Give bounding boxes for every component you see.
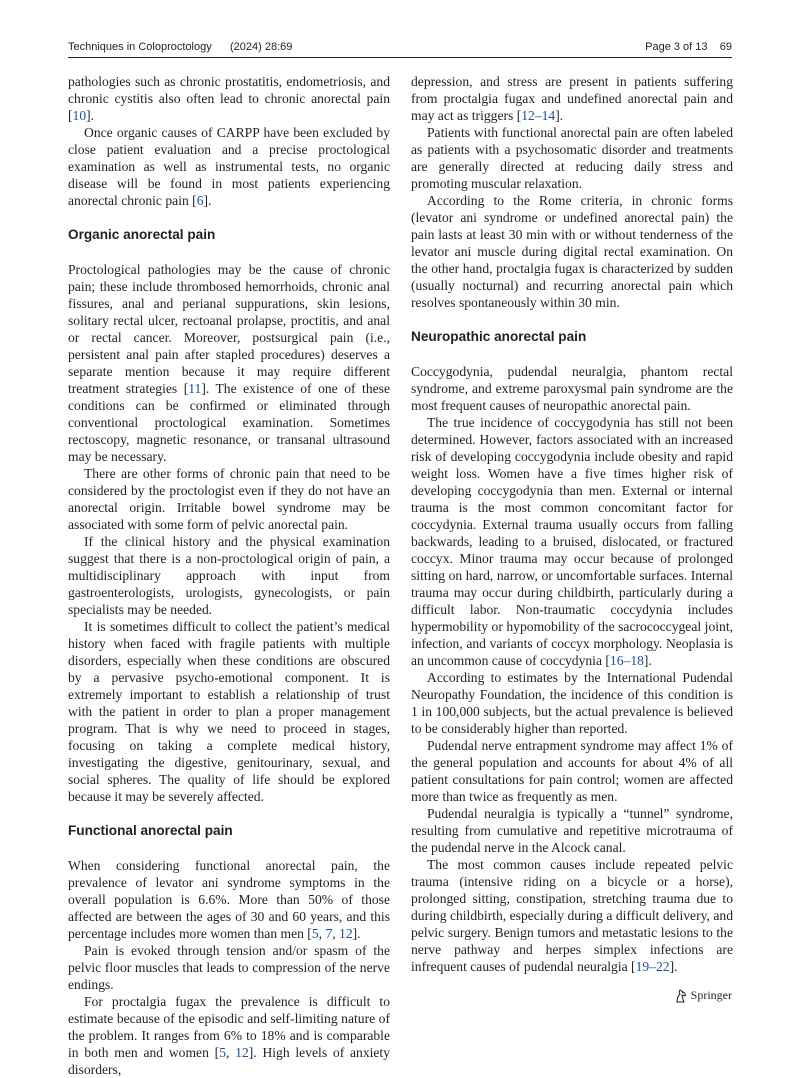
paragraph-text: ].: [352, 926, 361, 941]
article-citation: (2024) 28:69: [230, 41, 293, 53]
paragraph: If the clinical history and the physical examination suggest that there is a non-proctological origin of pain, a multidisciplinary approach with input from gastroenterologists, urologists, gynecologists, or pain specialists may be needed.: [68, 534, 390, 617]
paragraph: [411, 73, 733, 124]
paragraph: [411, 856, 733, 975]
paragraph: [411, 414, 733, 669]
reference-link[interactable]: 19–22: [635, 959, 670, 974]
reference-link[interactable]: 12: [339, 926, 353, 941]
paragraph: [68, 73, 390, 124]
paragraph-text: depression, and stress are present in patients suffering from proctalgia fugax and undefined anorectal pain and may act as triggers [: [411, 74, 733, 123]
section-heading-functional: Functional anorectal pain: [68, 823, 233, 838]
reference-link[interactable]: 10: [72, 108, 87, 123]
paragraph-text: pathologies such as chronic prostatitis, endometriosis, and chronic cystitis also often lead to chronic anorectal pain [: [68, 74, 390, 123]
paragraph: Pain is evoked through tension and/or spasm of the pelvic floor muscles that leads to compression of the nerve endings.: [68, 943, 390, 992]
paragraph-text: Once organic causes of CARPP have been excluded by close patient evaluation and a precise proctological examination as well as instrumental tests, no organic disease will be found in most patients experiencing anorectal chronic pain [: [68, 125, 390, 208]
springer-horse-icon: [674, 989, 687, 1003]
reference-link[interactable]: 12: [235, 1045, 249, 1060]
paragraph-text: ].: [669, 959, 678, 974]
paragraph-text: ,: [332, 926, 340, 941]
reference-link[interactable]: 16–18: [609, 653, 644, 668]
paragraph: Pudendal neuralgia is typically a “tunnel” syndrome, resulting from cumulative and repetitive microtrauma of the pudendal nerve in the Alcock canal.: [411, 806, 733, 855]
reference-link[interactable]: 7: [325, 926, 333, 941]
paragraph: [68, 261, 390, 465]
paragraph: [68, 124, 390, 209]
paragraph: Pudendal nerve entrapment syndrome may affect 1% of the general population and accounts for about 4% of all patient consultations for pain control; women are affected more than twice as frequently as men.: [411, 738, 733, 804]
paragraph-text: Proctological pathologies may be the cause of chronic pain; these include thrombosed hemorrhoids, chronic anal fissures, anal and perianal suppurations, skin lesions, solitary rectal ulcer, rectoanal prolapse, proctitis, and anal or rectal cancer. Moreover, postsurgical pain (i.e., persistent anal pain after stapled procedures) deserves a separate mention because it may require different treatment strategies [: [68, 262, 390, 396]
section-heading-neuropathic: Neuropathic anorectal pain: [411, 329, 587, 344]
right-column: [411, 73, 733, 975]
paragraph-text: ].: [86, 108, 95, 123]
publisher-name: Springer: [690, 988, 732, 1002]
paragraph: There are other forms of chronic pain that need to be considered by the proctologist even if they do not have an anorectal origin. Irritable bowel syndrome may be associated with some form of pelvic anorectal pain.: [68, 466, 390, 532]
paragraph-text: The most common causes include repeated pelvic trauma (intensive riding on a bicycle or a horse), prolonged sitting, constipation, stretching trauma due to during childbirth, especially during a difficult delivery, and pelvic surgery. Benign tumors and metastatic lesions to the nerve pathway and herpes simplex infections are infrequent causes of pudendal neuralgia [: [411, 857, 733, 974]
reference-link[interactable]: 6: [196, 193, 204, 208]
paragraph: Patients with functional anorectal pain are often labeled as patients with a psychosomatic disorder and treatments are generally directed at reducing daily stress and promoting muscular relaxation.: [411, 125, 733, 191]
reference-link[interactable]: 5: [219, 1045, 226, 1060]
paragraph: [68, 993, 390, 1078]
paragraph-text: ].: [203, 193, 212, 208]
paragraph-text: The true incidence of coccygodynia has still not been determined. However, factors associated with an increased risk of developing coccygodynia include obesity and rapid weight loss. Women have a five times higher risk of developing coccygodynia than men. External or internal trauma is the most common concomitant factor for coccydynia. External trauma usually occurs from falling backwards, leading to a bruised, dislocated, or fractured coccyx. Minor trauma may occur because of prolonged sitting on hard, narrow, or uncomfortable surfaces. Internal trauma may occur during childbirth, particularly during a difficult labor. Non-traumatic coccydynia includes hypermobility or hypomobility of the sacrococcygeal joint, infection, and variants of coccyx morphology. Neoplasia is an uncommon cause of coccydynia [: [411, 415, 733, 668]
paragraph-text: When considering functional anorectal pain, the prevalence of levator ani syndrome symptoms in the overall population is 6.6%. More than 50% of those affected are between the ages of 30 and 60 years, and this percentage includes more women than men [: [68, 858, 390, 941]
paragraph: [68, 857, 390, 942]
journal-name: Techniques in Coloproctology: [68, 41, 212, 53]
page-number: Page 3 of 13 69: [645, 41, 732, 53]
paragraph-text: ]. High levels of anxiety disorders,: [68, 1045, 390, 1077]
reference-link[interactable]: 5: [311, 926, 319, 941]
reference-link[interactable]: 11: [188, 381, 202, 396]
section-heading-organic: Organic anorectal pain: [68, 227, 216, 242]
running-header: [68, 41, 732, 58]
paragraph-text: For proctalgia fugax the prevalence is difficult to estimate because of the episodic and self-limiting nature of the problem. It ranges from 6% to 18% and is comparable in both men and women [: [68, 994, 390, 1060]
paragraph-text: ,: [318, 926, 326, 941]
paragraph-text: ,: [225, 1045, 236, 1060]
paragraph-text: ].: [643, 653, 652, 668]
paragraph-text: ].: [555, 108, 564, 123]
paragraph-text: ]. The existence of one of these conditions can be confirmed or eliminated through conventional proctological examination. Sometimes rectoscopy, magnetic resonance, or transanal ultrasound may be necessary.: [68, 381, 390, 464]
left-column: [68, 73, 390, 1078]
paragraph: According to estimates by the International Pudendal Neuropathy Foundation, the incidence of this condition is 1 in 100,000 subjects, but the actual prevalence is believed to be considerably higher than reported.: [411, 670, 733, 736]
paragraph: It is sometimes difficult to collect the patient’s medical history when faced with fragile patients with multiple disorders, especially when these conditions are obscured by a pervasive psycho-emotional component. It is extremely important to establish a relationship of trust with the patient in order to plan a proper management program. That is why we need to proceed in stages, focusing on taking a complete medical history, investigating the digestive, genitourinary, sexual, and social spheres. The quality of life should be explored because it may be severely affected.: [68, 619, 390, 804]
paragraph: According to the Rome criteria, in chronic forms (levator ani syndrome or undefined anorectal pain) the pain lasts at least 30 min with or without tenderness of the levator ani muscle during digital rectal examination. On the other hand, proctalgia fugax is characterized by sudden (usually nocturnal) and recurring anorectal pain which resolves spontaneously within 30 min.: [411, 193, 733, 310]
publisher-footer: [674, 988, 732, 1003]
reference-link[interactable]: 12–14: [521, 108, 556, 123]
paragraph: Coccygodynia, pudendal neuralgia, phantom rectal syndrome, and extreme paroxysmal pain syndrome are the most frequent causes of neuropathic anorectal pain.: [411, 364, 733, 413]
